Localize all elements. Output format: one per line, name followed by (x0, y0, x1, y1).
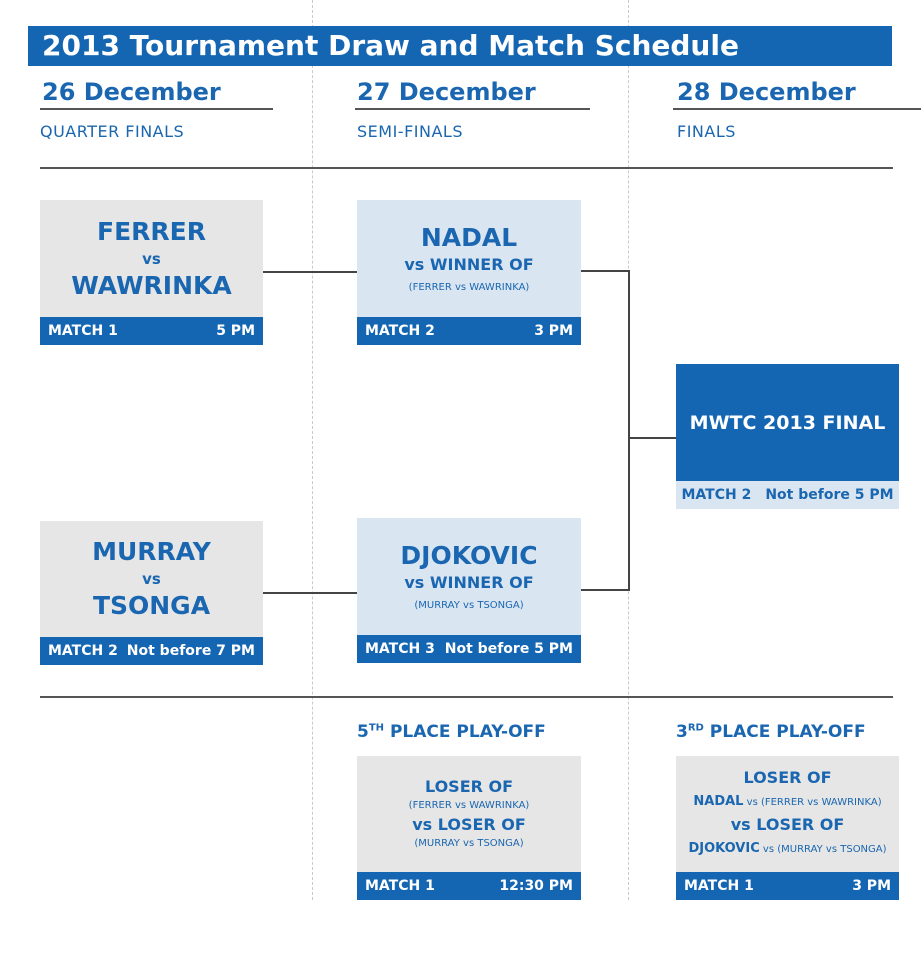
final-match (676, 364, 899, 509)
vs-winner-label: vs WINNER OF (404, 572, 534, 592)
round-sf: SEMI-FINALS (357, 122, 463, 141)
player-name: MURRAY (92, 537, 211, 566)
player-name: FERRER (97, 216, 206, 246)
loser-of-match: NADAL vs (FERRER vs WAWRINKA) (693, 794, 882, 809)
player-name: TSONGA (92, 591, 211, 620)
match-number: MATCH 2 (48, 643, 118, 659)
date-final: 28 December (677, 78, 856, 106)
bracket-connector (263, 271, 357, 273)
vs-loser-label: vs LOSER OF (730, 815, 845, 834)
winner-of-match: (MURRAY vs TSONGA) (414, 599, 524, 611)
loser-of-match: (MURRAY vs TSONGA) (414, 838, 524, 849)
match-number: MATCH 2 (365, 323, 435, 339)
vs-winner-label: vs WINNER OF (404, 254, 534, 274)
date-underline (355, 108, 590, 110)
match-info (357, 317, 581, 345)
match-info (357, 635, 581, 663)
player-name: NADAL (420, 222, 518, 252)
bracket-connector (581, 589, 630, 591)
final-label: MWTC 2013 FINAL (689, 411, 886, 434)
sf-match-1 (357, 200, 581, 345)
loser-of-match: DJOKOVIC vs (MURRAY vs TSONGA) (688, 841, 887, 856)
match-time: Not before 5 PM (444, 641, 573, 657)
loser-of-label: LOSER OF (424, 777, 514, 796)
match-info (40, 637, 263, 665)
match-time: 3 PM (852, 878, 891, 894)
fifth-place-match (357, 756, 581, 900)
bracket-connector (628, 270, 630, 591)
match-info (676, 481, 899, 509)
player-name: DJOKOVIC (400, 540, 538, 570)
vs-label: vs (142, 570, 161, 588)
match-number: MATCH 2 (681, 487, 752, 503)
loser-of-label: LOSER OF (743, 768, 832, 787)
vs-loser-label: vs LOSER OF (412, 815, 526, 834)
third-place-match (676, 756, 899, 900)
section-divider (40, 696, 893, 698)
date-sf: 27 December (357, 78, 536, 106)
date-underline (673, 108, 921, 110)
third-place-title: 3RD PLACE PLAY-OFF (676, 722, 866, 742)
column-separator (312, 0, 313, 900)
match-number: MATCH 1 (48, 323, 118, 339)
round-final: FINALS (677, 122, 736, 141)
bracket-connector (581, 270, 630, 272)
date-qf: 26 December (42, 78, 221, 106)
vs-label: vs (142, 249, 161, 268)
sf-match-2 (357, 518, 581, 663)
fifth-place-title: 5TH PLACE PLAY-OFF (357, 722, 546, 742)
section-divider (40, 167, 893, 169)
match-number: MATCH 1 (684, 878, 754, 894)
match-info (357, 872, 581, 900)
match-info (40, 317, 263, 345)
page-title: 2013 Tournament Draw and Match Schedule (28, 26, 892, 66)
match-time: 5 PM (216, 323, 255, 339)
player-name: WAWRINKA (71, 270, 232, 300)
match-number: MATCH 3 (365, 641, 435, 657)
qf-match-1 (40, 200, 263, 345)
date-underline (40, 108, 273, 110)
match-info (676, 872, 899, 900)
winner-of-match: (FERRER vs WAWRINKA) (408, 281, 530, 293)
match-time: 12:30 PM (499, 878, 573, 894)
round-qf: QUARTER FINALS (40, 122, 185, 141)
loser-of-match: (FERRER vs WAWRINKA) (408, 800, 530, 811)
match-time: Not before 7 PM (126, 643, 255, 659)
match-time: Not before 5 PM (765, 487, 894, 503)
bracket-connector (263, 592, 357, 594)
match-number: MATCH 1 (365, 878, 435, 894)
match-time: 3 PM (534, 323, 573, 339)
qf-match-2 (40, 521, 263, 665)
bracket-connector (628, 437, 676, 439)
